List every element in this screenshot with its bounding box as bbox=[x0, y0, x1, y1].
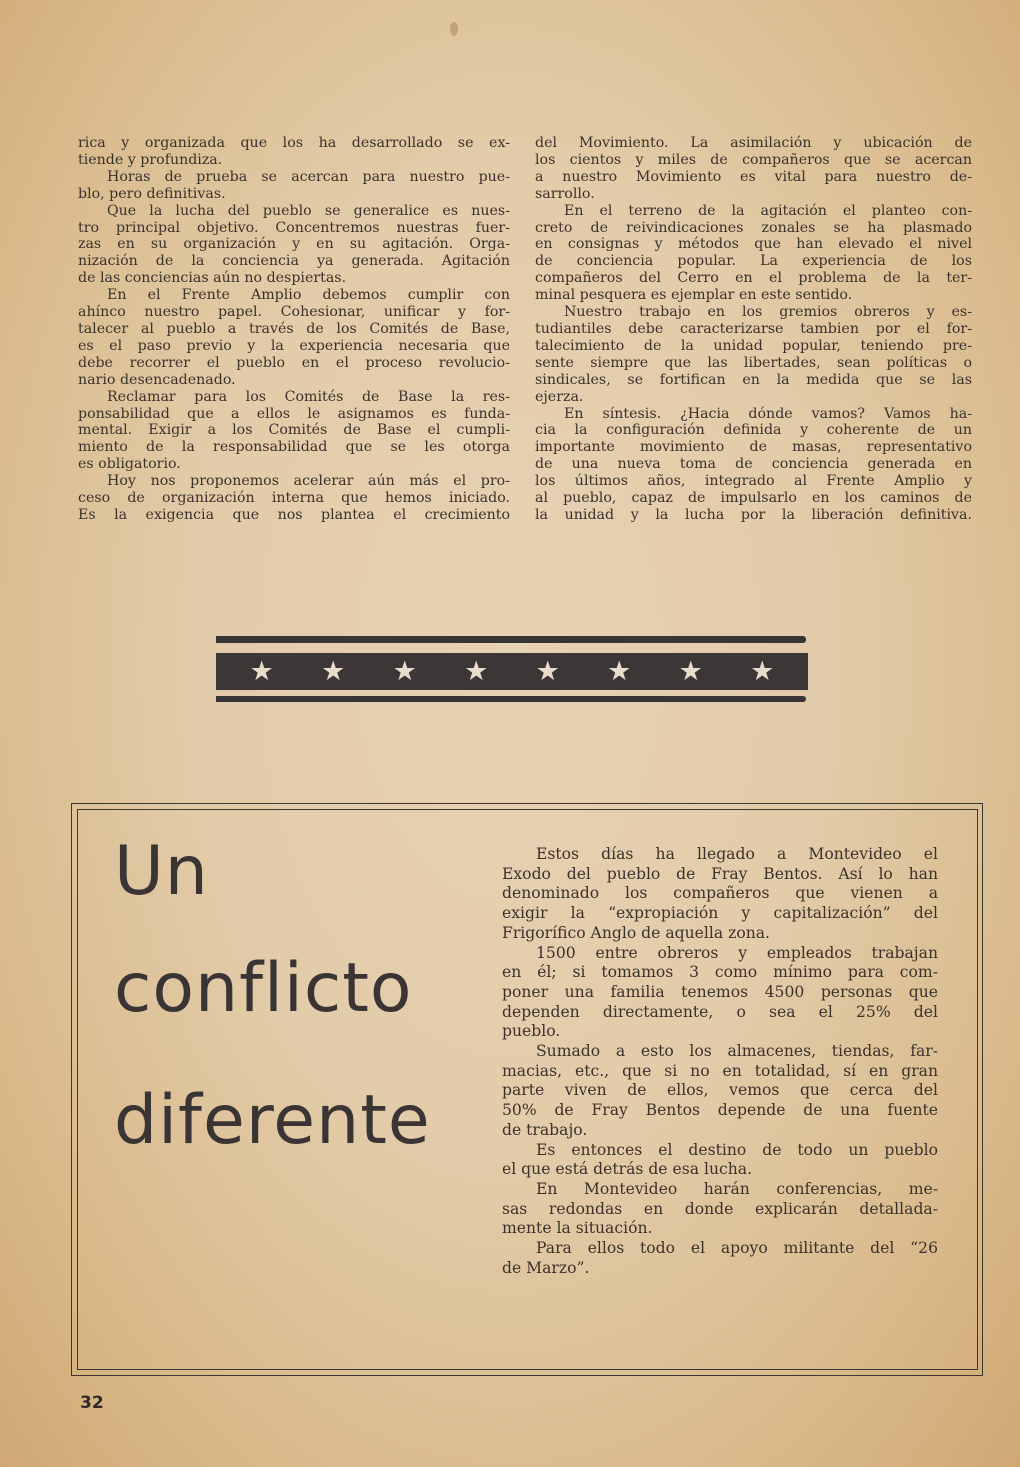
text-line: talecimiento de la unidad popular, teniendo pre- bbox=[535, 337, 972, 354]
ornament-top-rule bbox=[216, 636, 806, 643]
text-line: blo, pero definitivas. bbox=[78, 185, 226, 202]
text-line: rica y organizada que los ha desarrollado se ex- bbox=[78, 135, 510, 151]
text-line: nización de la conciencia ya generada. Agitación bbox=[78, 253, 510, 270]
star-icon: ★ bbox=[392, 656, 417, 687]
ornament-bottom-rule bbox=[216, 696, 806, 702]
text-line: talecer al pueblo a través de los Comités de Base, bbox=[78, 320, 510, 337]
text-line: cia la configuración definida y coherente de un bbox=[535, 422, 972, 439]
text-line: la unidad y la lucha por la liberación definitiva. bbox=[535, 506, 972, 523]
text-line: de trabajo. bbox=[502, 1120, 588, 1139]
paragraph bbox=[535, 135, 972, 203]
text-line: es obligatorio. bbox=[78, 456, 181, 473]
paragraph bbox=[502, 1042, 938, 1141]
paragraph bbox=[535, 203, 972, 304]
text-line: Es la exigencia que nos plantea el crecimiento bbox=[78, 506, 510, 523]
text-line: Que la lucha del pueblo se generalice es nues- bbox=[107, 202, 510, 219]
text-line: al pueblo, capaz de impulsarlo en los caminos de bbox=[535, 490, 972, 507]
text-line: En el terreno de la agitación el planteo con- bbox=[564, 202, 972, 219]
text-line: 1500 entre obreros y empleados trabajan bbox=[536, 943, 938, 962]
text-line: nario desencadenado. bbox=[78, 371, 236, 388]
text-line: ahínco nuestro papel. Cohesionar, unificar y for- bbox=[78, 304, 510, 321]
text-line: tiende y profundiza. bbox=[78, 151, 223, 168]
text-line: Hoy nos proponemos acelerar aún más el pro- bbox=[107, 473, 510, 490]
paragraph bbox=[535, 406, 972, 524]
text-line: a nuestro Movimiento es vital para nuestro de- bbox=[535, 168, 972, 185]
text-line: sas redondas en donde explicarán detallada- bbox=[502, 1199, 938, 1218]
paragraph bbox=[535, 304, 972, 405]
text-line: Para ellos todo el apoyo militante del “26 bbox=[536, 1239, 938, 1258]
text-line: pueblo. bbox=[502, 1022, 561, 1041]
headline-line-2: conflicto bbox=[114, 949, 413, 1028]
text-line: compañeros del Cerro en el problema de la ter- bbox=[535, 270, 972, 287]
text-line: denominado los compañeros que vienen a bbox=[502, 884, 938, 903]
text-line: de conciencia popular. La experiencia de los bbox=[535, 253, 972, 270]
star-icon: ★ bbox=[535, 656, 560, 687]
text-line: creto de reivindicaciones zonales se ha plasmado bbox=[535, 219, 972, 236]
paragraph bbox=[502, 845, 938, 944]
headline-line-1: Un bbox=[114, 832, 209, 911]
text-line: ceso de organización interna que hemos iniciado. bbox=[78, 490, 510, 507]
text-line: ponsabilidad que a ellos le asignamos es funda- bbox=[78, 405, 510, 422]
text-line: Reclamar para los Comités de Base la res- bbox=[107, 388, 510, 405]
paragraph bbox=[78, 473, 510, 524]
text-line: Estos días ha llegado a Montevideo el bbox=[536, 845, 938, 863]
paragraph bbox=[78, 135, 510, 169]
text-line: mental. Exigir a los Comités de Base el cumpli- bbox=[78, 422, 510, 439]
text-line: 50% de Fray Bentos depende de una fuente bbox=[502, 1101, 938, 1120]
paragraph bbox=[502, 1239, 938, 1278]
text-line: sente siempre que las libertades, sean políticas o bbox=[535, 354, 972, 371]
text-line: parte viven de ellos, vemos que cerca del bbox=[502, 1081, 938, 1100]
text-line: sindicales, se fortifican en la medida que se las bbox=[535, 371, 972, 388]
paragraph bbox=[502, 1141, 938, 1180]
stars-ornament-divider bbox=[216, 636, 808, 702]
right-column-text bbox=[535, 135, 972, 524]
text-line: Horas de prueba se acercan para nuestro pue- bbox=[107, 168, 510, 185]
paper-stain bbox=[450, 22, 458, 36]
text-line: En síntesis. ¿Hacia dónde vamos? Vamos ha- bbox=[564, 405, 972, 422]
text-line: sarrollo. bbox=[535, 185, 595, 202]
text-line: de las conciencias aún no despiertas. bbox=[78, 270, 347, 287]
paragraph bbox=[78, 203, 510, 288]
text-line: debe recorrer el pueblo en el proceso revolucio- bbox=[78, 354, 510, 371]
text-line: zas en su organización y en su agitación. Orga- bbox=[78, 236, 510, 253]
text-line: En el Frente Amplio debemos cumplir con bbox=[107, 287, 510, 304]
page-number: 32 bbox=[80, 1393, 104, 1413]
star-icon: ★ bbox=[750, 656, 775, 687]
text-line: los cientos y miles de compañeros que se acercan bbox=[535, 151, 972, 168]
text-line: minal pesquera es ejemplar en este sentido. bbox=[535, 287, 853, 304]
text-line: Exodo del pueblo de Fray Bentos. Así lo han bbox=[502, 864, 938, 883]
text-line: Frigorífico Anglo de aquella zona. bbox=[502, 923, 771, 942]
text-line: En Montevideo harán conferencias, me- bbox=[536, 1179, 938, 1198]
text-line: importante movimiento de masas, representativo bbox=[535, 439, 972, 456]
headline-line-3: diferente bbox=[114, 1081, 431, 1160]
paragraph bbox=[78, 389, 510, 474]
text-line: de una nueva toma de conciencia generada en bbox=[535, 456, 972, 473]
text-line: ejerza. bbox=[535, 388, 584, 405]
paragraph bbox=[78, 287, 510, 388]
text-line: en él; si tomamos 3 como mínimo para com- bbox=[502, 963, 938, 982]
paragraph bbox=[502, 1180, 938, 1239]
text-line: macias, etc., que si no en totalidad, sí en gran bbox=[502, 1061, 938, 1080]
text-line: es el paso previo y la experiencia necesaria que bbox=[78, 337, 510, 354]
paragraph bbox=[78, 169, 510, 203]
star-icon: ★ bbox=[464, 656, 489, 687]
text-line: Nuestro trabajo en los gremios obreros y es- bbox=[564, 304, 972, 321]
boxed-article-text bbox=[502, 845, 938, 1278]
text-line: poner una familia tenemos 4500 personas que bbox=[502, 982, 938, 1001]
text-line: del Movimiento. La asimilación y ubicación de bbox=[535, 135, 972, 151]
left-column-text bbox=[78, 135, 510, 524]
text-line: Es entonces el destino de todo un pueblo bbox=[536, 1140, 938, 1159]
text-line: Sumado a esto los almacenes, tiendas, far- bbox=[536, 1042, 938, 1061]
star-icon: ★ bbox=[249, 656, 274, 687]
text-line: tudiantiles debe caracterizarse tambien por el for- bbox=[535, 320, 972, 337]
text-line: mente la situación. bbox=[502, 1219, 653, 1238]
text-line: el que está detrás de esa lucha. bbox=[502, 1160, 753, 1179]
paragraph bbox=[502, 944, 938, 1043]
text-line: de Marzo”. bbox=[502, 1258, 590, 1277]
text-line: tro principal objetivo. Concentremos nuestras fuer- bbox=[78, 219, 510, 236]
star-icon: ★ bbox=[321, 656, 346, 687]
text-line: exigir la “expropiación y capitalización” del bbox=[502, 904, 938, 923]
text-line: dependen directamente, o sea el 25% del bbox=[502, 1002, 938, 1021]
star-icon: ★ bbox=[607, 656, 632, 687]
text-line: los últimos años, integrado al Frente Amplio y bbox=[535, 473, 972, 490]
text-line: en consignas y métodos que han elevado el nivel bbox=[535, 236, 972, 253]
text-line: miento de la responsabilidad que se les otorga bbox=[78, 439, 510, 456]
ornament-star-band bbox=[216, 653, 808, 690]
star-icon: ★ bbox=[678, 656, 703, 687]
